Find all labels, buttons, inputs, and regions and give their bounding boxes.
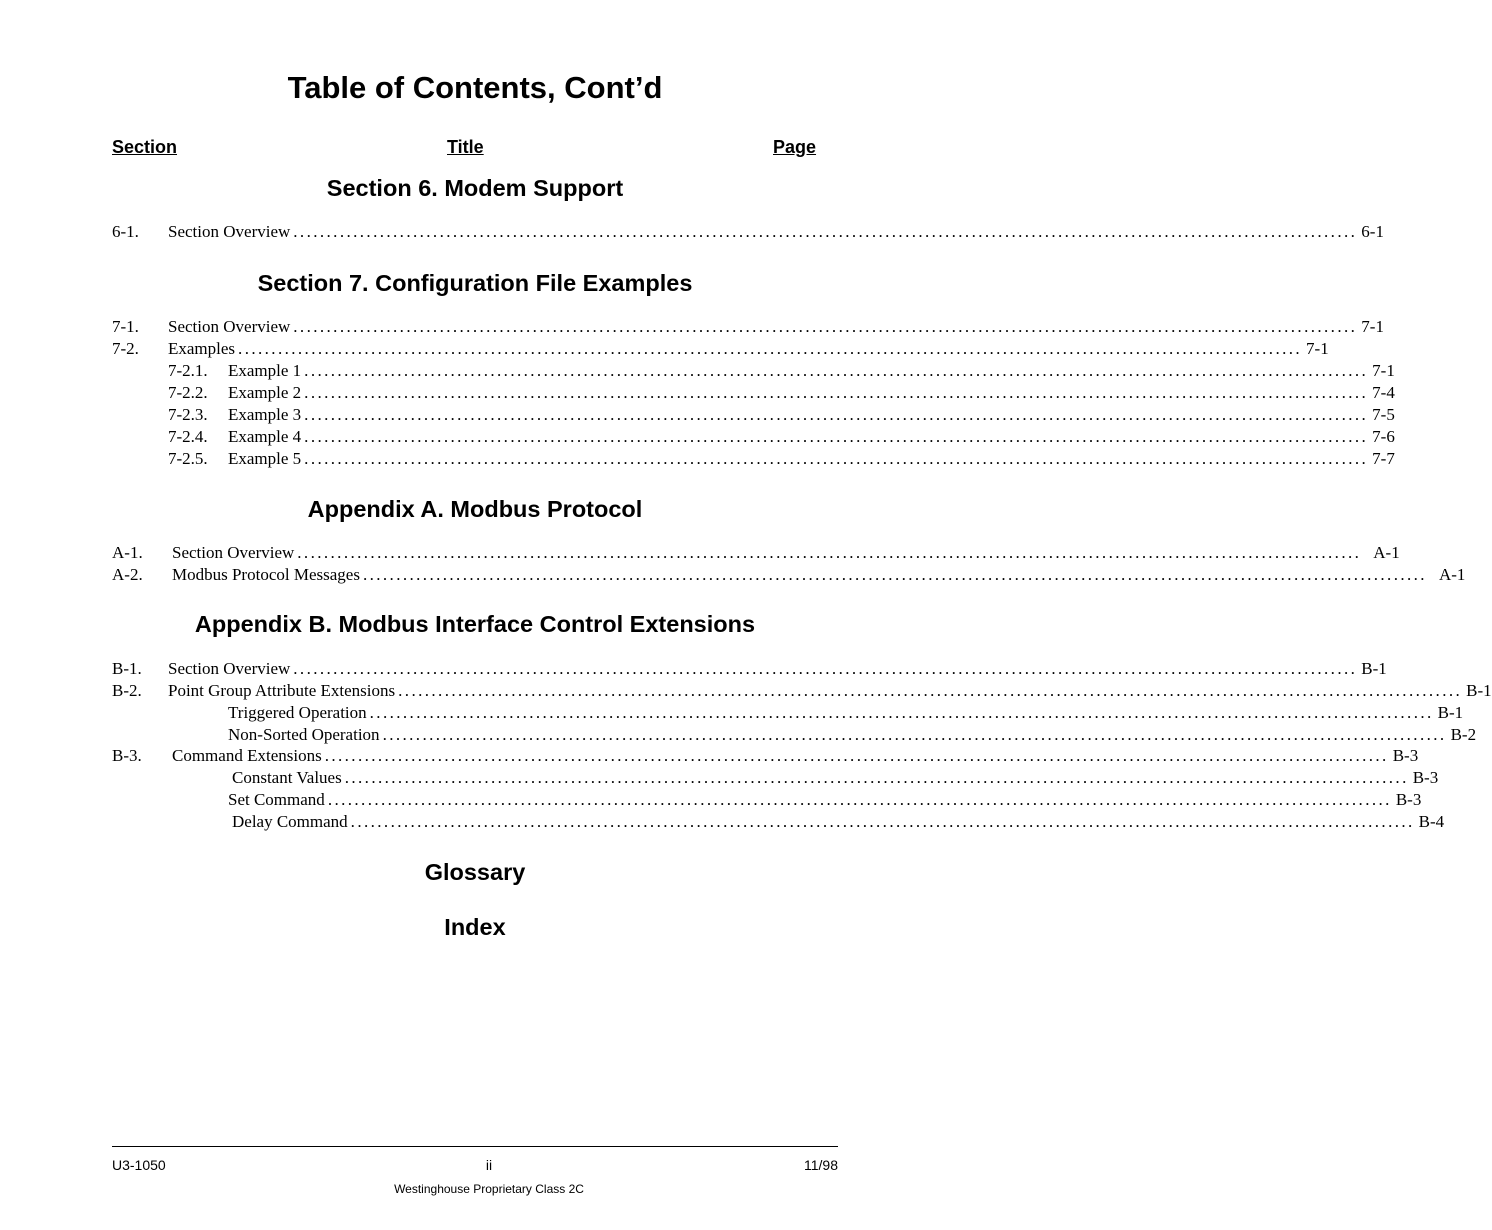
page-title: Table of Contents, Cont’d <box>287 70 663 105</box>
toc-number: A-1. <box>112 543 143 562</box>
toc-title: Section Overview <box>168 222 291 241</box>
toc-number: 7-2.5. <box>168 449 208 468</box>
toc-row[interactable] <box>168 426 1395 448</box>
toc-row[interactable] <box>228 724 1477 746</box>
appendix-heading-b: Appendix B. Modbus Interface Control Extensions <box>194 611 756 637</box>
toc-page: 7-7 <box>1372 449 1395 468</box>
dot-leader: ................................................................................................................................................................ <box>293 222 1358 241</box>
toc-row[interactable] <box>112 680 1492 702</box>
toc-title: Section Overview <box>172 543 295 562</box>
footer-divider <box>112 1146 838 1147</box>
toc-title: Section Overview <box>168 317 291 336</box>
toc-title: Examples <box>168 339 236 358</box>
toc-number: 7-2.1. <box>168 361 208 380</box>
toc-number: 7-2.3. <box>168 405 208 424</box>
toc-number: 7-2.2. <box>168 383 208 402</box>
toc-page: B-2 <box>1450 725 1477 744</box>
dot-leader: ................................................................................................................................................................ <box>344 768 1409 787</box>
toc-page: B-3 <box>1412 768 1439 787</box>
toc-row[interactable] <box>228 789 1422 811</box>
dot-leader: ................................................................................................................................................................ <box>238 339 1303 358</box>
dot-leader: ................................................................................................................................................................ <box>327 790 1392 809</box>
toc-title: Set Command <box>228 790 325 809</box>
dot-leader: ................................................................................................................................................................ <box>369 703 1434 722</box>
toc-page: B-1 <box>1361 659 1387 678</box>
column-header-page: Page <box>773 137 817 157</box>
toc-row[interactable] <box>112 338 1329 360</box>
toc-title: Non-Sorted Operation <box>228 725 380 744</box>
dot-leader: ................................................................................................................................................................ <box>293 659 1358 678</box>
toc-title: Section Overview <box>168 659 291 678</box>
dot-leader: ................................................................................................................................................................ <box>304 383 1369 402</box>
section-heading-6: Section 6. Modem Support <box>326 175 624 201</box>
toc-number: B-1. <box>112 659 142 678</box>
toc-row[interactable] <box>168 382 1395 404</box>
toc-page: 7-5 <box>1372 405 1395 424</box>
toc-number: B-2. <box>112 681 142 700</box>
footer-page-number: ii <box>485 1157 493 1173</box>
toc-number: B-3. <box>112 746 142 765</box>
dot-leader: ................................................................................................................................................................ <box>362 565 1427 584</box>
dot-leader: ................................................................................................................................................................ <box>304 449 1369 468</box>
footer-date: 11/98 <box>804 1157 838 1173</box>
toc-title: Example 5 <box>228 449 302 468</box>
column-header-section: Section <box>112 137 178 157</box>
toc-page: 7-1 <box>1372 361 1395 380</box>
toc-title: Example 1 <box>228 361 302 380</box>
appendix-heading-a: Appendix A. Modbus Protocol <box>307 496 643 522</box>
toc-number: 7-2. <box>112 339 139 358</box>
toc-title: Delay Command <box>232 812 348 831</box>
dot-leader: ................................................................................................................................................................ <box>350 812 1415 831</box>
toc-page: A-1 <box>1373 543 1400 562</box>
toc-row[interactable] <box>112 658 1387 680</box>
column-header-title: Title <box>447 137 484 157</box>
toc-number: 7-1. <box>112 317 139 336</box>
toc-row[interactable] <box>112 542 1400 564</box>
footer-classification: Westinghouse Proprietary Class 2C <box>394 1182 584 1196</box>
toc-title: Example 4 <box>228 427 302 446</box>
dot-leader: ................................................................................................................................................................ <box>297 543 1362 562</box>
toc-page: A-1 <box>1438 565 1466 584</box>
toc-title: Constant Values <box>232 768 342 787</box>
dot-leader: ................................................................................................................................................................ <box>304 361 1369 380</box>
toc-row[interactable] <box>168 360 1395 382</box>
toc-row[interactable] <box>112 221 1384 243</box>
toc-row[interactable] <box>168 448 1395 470</box>
index-heading[interactable]: Index <box>444 914 506 940</box>
toc-page: 7-1 <box>1306 339 1329 358</box>
toc-row[interactable] <box>168 404 1395 426</box>
toc-title: Example 3 <box>228 405 302 424</box>
dot-leader: ................................................................................................................................................................ <box>324 746 1389 765</box>
toc-page: 7-1 <box>1361 317 1384 336</box>
dot-leader: ................................................................................................................................................................ <box>304 427 1369 446</box>
toc-row[interactable] <box>112 316 1384 338</box>
toc-page: B-1 <box>1437 703 1464 722</box>
dot-leader: ................................................................................................................................................................ <box>293 317 1358 336</box>
toc-title: Command Extensions <box>172 746 322 765</box>
toc-page: B-3 <box>1392 746 1419 765</box>
toc-page: B-3 <box>1395 790 1422 809</box>
toc-row[interactable] <box>232 767 1439 789</box>
dot-leader: ................................................................................................................................................................ <box>304 405 1369 424</box>
glossary-heading[interactable]: Glossary <box>424 859 526 885</box>
toc-row[interactable] <box>232 811 1445 833</box>
toc-page: 7-6 <box>1372 427 1395 446</box>
dot-leader: ................................................................................................................................................................ <box>398 681 1463 700</box>
footer-doc-number: U3-1050 <box>112 1157 166 1173</box>
toc-page: B-1 <box>1466 681 1492 700</box>
toc-title: Point Group Attribute Extensions <box>168 681 396 700</box>
toc-row[interactable] <box>112 745 1419 767</box>
toc-row[interactable] <box>112 564 1466 586</box>
section-heading-7: Section 7. Configuration File Examples <box>257 270 693 296</box>
toc-title: Modbus Protocol Messages <box>172 565 360 584</box>
toc-number: A-2. <box>112 565 143 584</box>
toc-number: 6-1. <box>112 222 139 241</box>
toc-title: Example 2 <box>228 383 302 402</box>
toc-row[interactable] <box>228 702 1464 724</box>
dot-leader: ................................................................................................................................................................ <box>382 725 1447 744</box>
toc-page: B-4 <box>1418 812 1445 831</box>
toc-page: 7-4 <box>1372 383 1395 402</box>
toc-title: Triggered Operation <box>228 703 367 722</box>
toc-number: 7-2.4. <box>168 427 208 446</box>
toc-page: 6-1 <box>1361 222 1384 241</box>
